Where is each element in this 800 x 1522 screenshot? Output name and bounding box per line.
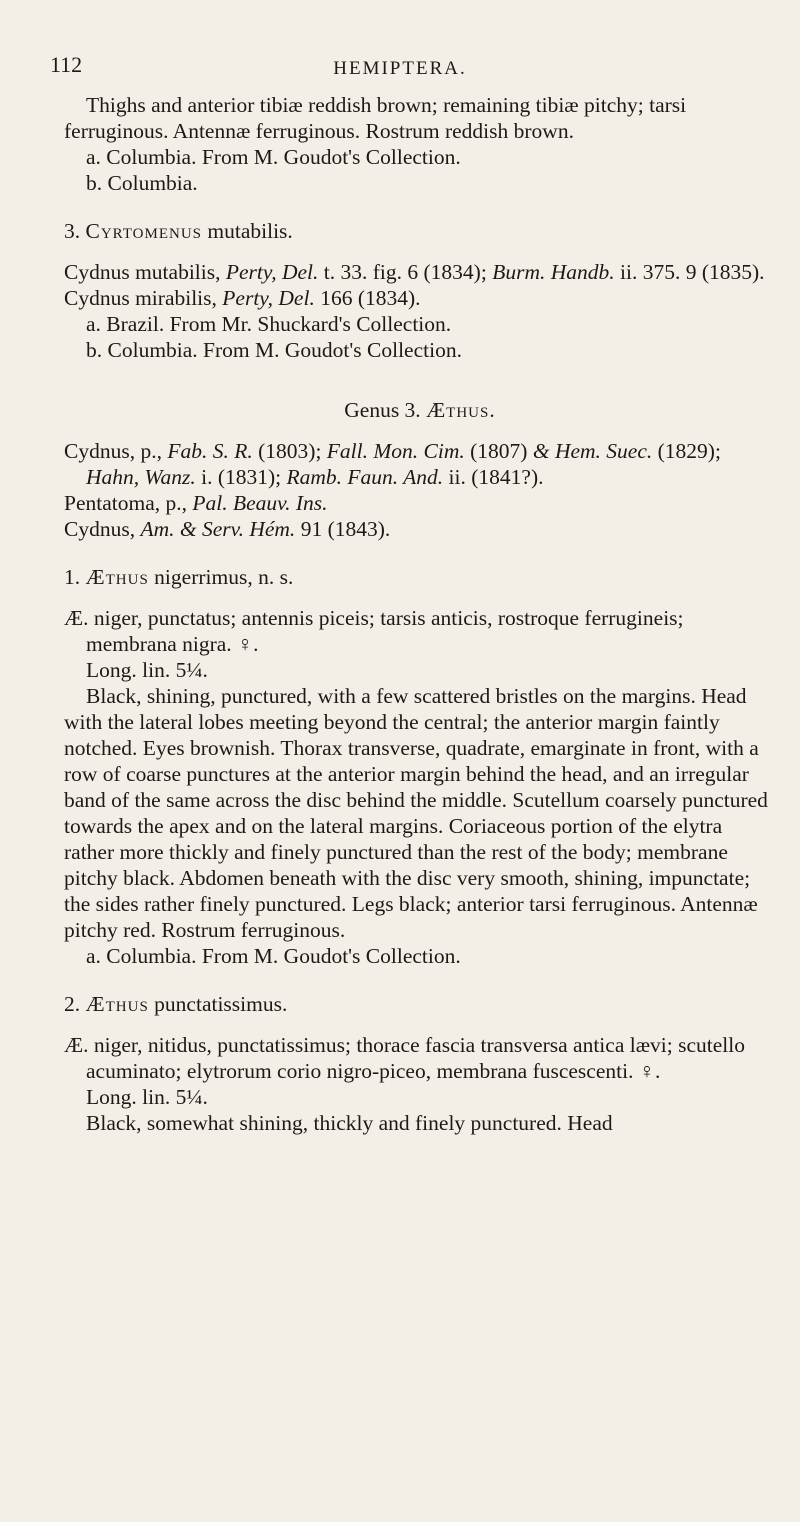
- synonym-citation: (1803);: [258, 439, 322, 463]
- synonym-reference: & Hem. Suec.: [532, 439, 653, 463]
- genus-name: Æthus: [85, 992, 149, 1016]
- synonym-reference: Fall. Mon. Cim.: [326, 439, 465, 463]
- synonym-reference: Am. & Serv. Hém.: [140, 517, 296, 541]
- genus-name: Æthus: [85, 565, 149, 589]
- latin-diagnosis: Æ. niger, nitidus, punctatissimus; thorace fascia transversa antica lævi; scutello acuminato; elytrorum corio nigro-piceo, membrana fuscescenti. ♀.: [64, 1033, 745, 1083]
- genus-heading: [64, 397, 776, 423]
- genus-label: Genus 3.: [344, 398, 421, 422]
- synonym-citation: i. (1831);: [201, 465, 282, 489]
- synonym-line: [64, 259, 776, 285]
- running-title: HEMIPTERA.: [333, 58, 467, 79]
- specimen-b: b. Columbia. From M. Goudot's Collection.: [86, 338, 462, 362]
- synonym-reference: Pal. Beauv. Ins.: [192, 491, 328, 515]
- species-heading-cyrtomenus: [64, 218, 776, 244]
- synonym-reference: Perty, Del.: [225, 260, 319, 284]
- page-body: [64, 92, 776, 1136]
- length-measure: Long. lin. 5¼.: [86, 1085, 208, 1109]
- synonym-reference: Fab. S. R.: [167, 439, 253, 463]
- genus-name: Cyrtomenus: [85, 219, 203, 243]
- species-name: punctatissimus.: [154, 992, 288, 1016]
- species-name: nigerrimus, n. s.: [154, 565, 294, 589]
- species-number: 1.: [64, 565, 81, 589]
- synonym-line: [64, 285, 776, 311]
- species-description: Black, shining, punctured, with a few scattered bristles on the margins. Head with the lateral lobes meeting beyond the central; the anterior margin faintly notched. Eyes brownish. Thorax transverse, quadrate, emarginate in front, with a row of coarse punctures at the anterior margin behind the head, and an irregular band of the same across the disc behind the middle. Scutellum coarsely punctured towards the apex and on the lateral margins. Coriaceous portion of the elytra rather more thickly and finely punctured than the rest of the body; membrane pitchy black. Abdomen beneath with the disc very smooth, shining, impunctate; the sides rather finely punctured. Legs black; anterior tarsi ferruginous. Antennæ pitchy red. Rostrum ferruginous.: [64, 684, 768, 942]
- synonym-citation: (1807): [470, 439, 528, 463]
- synonym-citation: 91 (1843).: [300, 517, 391, 541]
- latin-diagnosis: Æ. niger, punctatus; antennis piceis; tarsis anticis, rostroque ferrugineis; membrana nigra. ♀.: [64, 606, 684, 656]
- species-heading-nigerrimus: [64, 564, 776, 590]
- synonym-line: [64, 438, 776, 490]
- specimen-a: a. Brazil. From Mr. Shuckard's Collection.: [86, 312, 452, 336]
- synonym-citation: ii. 375. 9 (1835).: [620, 260, 765, 284]
- synonym-reference: Burm. Handb.: [492, 260, 615, 284]
- synonym-citation: ii. (1841?).: [448, 465, 544, 489]
- species-number: 3.: [64, 219, 81, 243]
- synonym-reference: Perty, Del.: [222, 286, 315, 310]
- synonym-name: Cydnus, p.,: [64, 439, 162, 463]
- species-heading-punctatissimus: [64, 991, 776, 1017]
- synonym-line: [64, 516, 776, 542]
- length-measure: Long. lin. 5¼.: [86, 658, 208, 682]
- page-number: 112: [50, 52, 83, 77]
- specimen-a: a. Columbia. From M. Goudot's Collection.: [86, 145, 461, 169]
- synonym-reference: Ramb. Faun. And.: [286, 465, 444, 489]
- synonym-name: Pentatoma, p.,: [64, 491, 188, 515]
- synonym-line: [64, 490, 776, 516]
- synonym-reference: Hahn, Wanz.: [86, 465, 196, 489]
- species-description: Black, somewhat shining, thickly and finely punctured. Head: [86, 1111, 613, 1135]
- synonym-citation: (1829);: [657, 439, 721, 463]
- synonym-name: Cydnus,: [64, 517, 136, 541]
- genus-title: Æthus.: [426, 398, 496, 422]
- synonym-citation: t. 33. fig. 6 (1834);: [323, 260, 487, 284]
- synonym-name: Cydnus mutabilis,: [64, 260, 221, 284]
- continued-description: Thighs and anterior tibiæ reddish brown; remaining tibiæ pitchy; tarsi ferruginous. Antennæ ferruginous. Rostrum reddish brown.: [64, 93, 687, 143]
- species-name: mutabilis.: [207, 219, 293, 243]
- specimen-a: a. Columbia. From M. Goudot's Collection.: [86, 944, 461, 968]
- species-number: 2.: [64, 992, 81, 1016]
- specimen-b: b. Columbia.: [86, 171, 198, 195]
- synonym-name: Cydnus mirabilis,: [64, 286, 217, 310]
- synonym-citation: 166 (1834).: [320, 286, 421, 310]
